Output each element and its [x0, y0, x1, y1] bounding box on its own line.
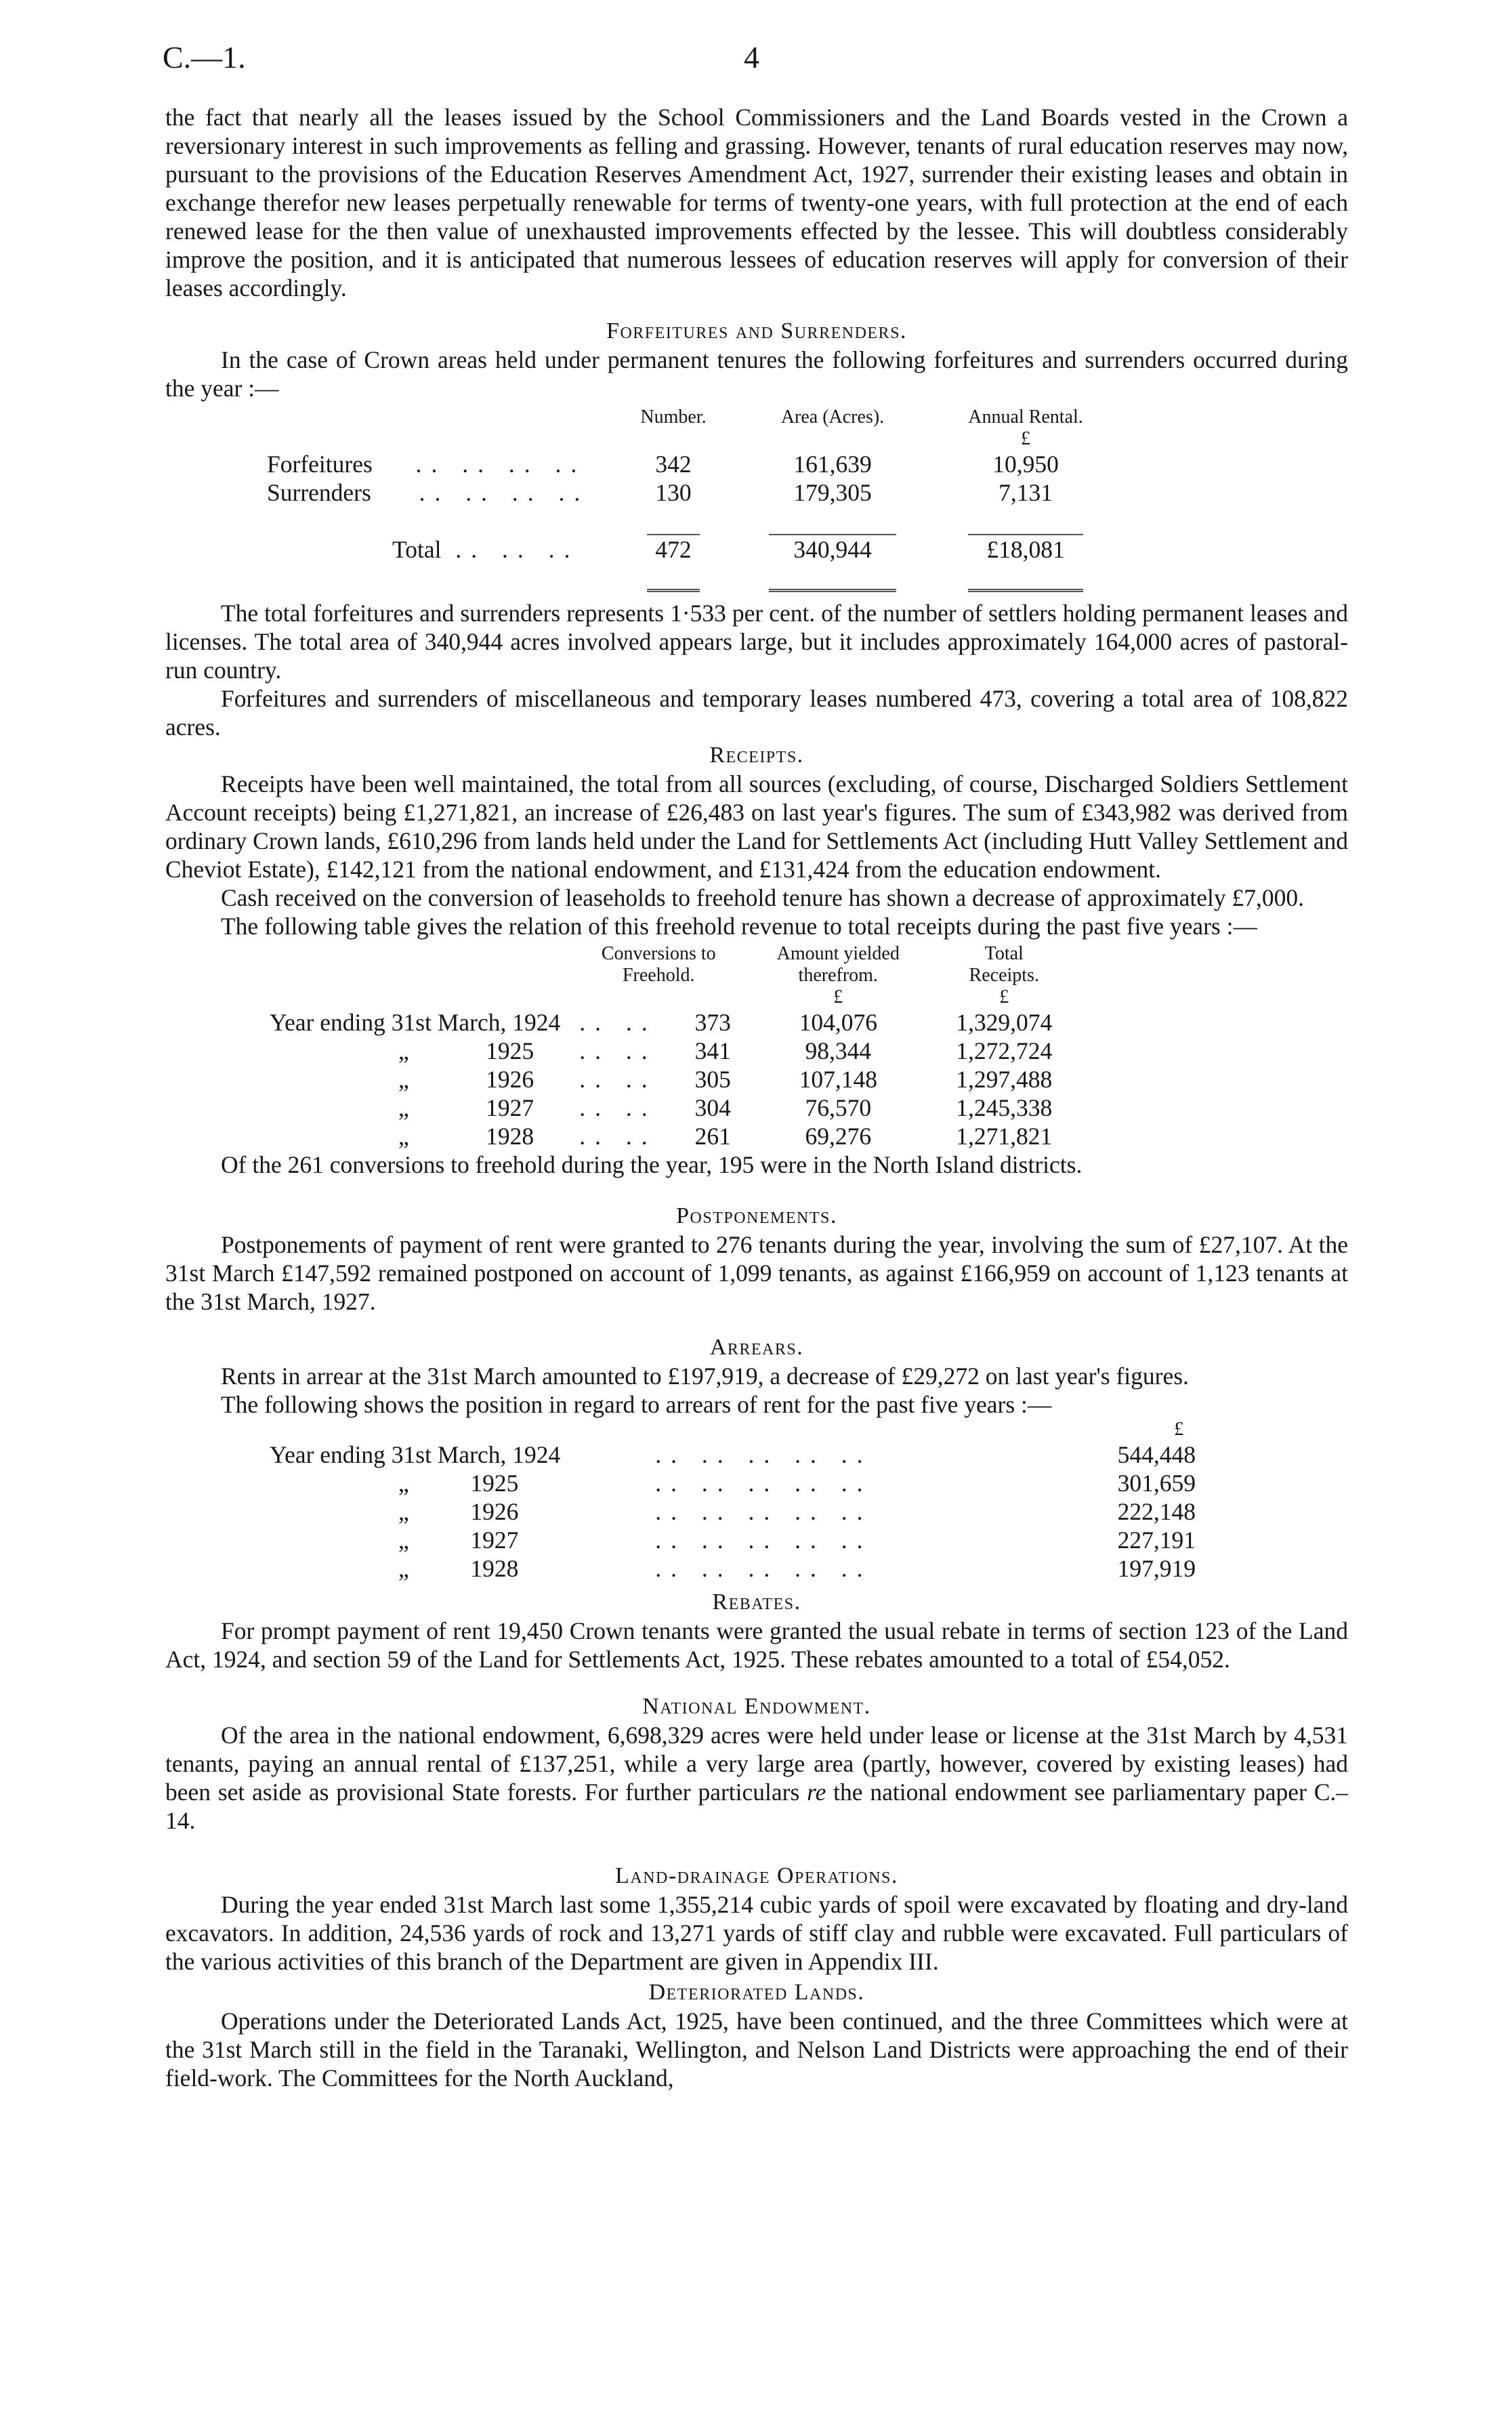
- row-total: 1,271,821: [956, 1123, 1053, 1150]
- forfeitures-percentage: The total forfeitures and surrenders represents 1·533 per cent. of the number of settlers holding permanent leases and licenses. The total area of 340,944 acres involved appears large, but it includes approximately 164,000 acres of pastoral-run country.: [165, 600, 1348, 684]
- table-row: „ 1928 .. .. 261 69,276 1,271,821: [165, 1122, 1089, 1150]
- ditto-mark: „: [398, 1123, 409, 1150]
- forfeitures-intro: In the case of Crown areas held under permanent tenures the following forfeitures and surrenders occurred during the year :—: [165, 346, 1348, 402]
- row-label: 1927: [486, 1094, 534, 1121]
- row-conversions: 305: [694, 1066, 731, 1093]
- row-label: Year ending 31st March, 1924: [270, 1441, 561, 1468]
- row-amount: 98,344: [805, 1037, 872, 1064]
- row-label: Year ending 31st March, 1924: [270, 1009, 561, 1036]
- col-amount-header: Amount yielded therefrom.: [776, 943, 900, 986]
- row-value: 301,659: [1117, 1470, 1196, 1497]
- forfeitures-misc: Forfeitures and surrenders of miscellaneous and temporary leases numbered 473, covering a total area of 108,822 acres.: [165, 685, 1348, 741]
- rental-currency: £: [1021, 428, 1030, 449]
- table-row: „ 1927 .. .. 304 76,570 1,245,338: [165, 1094, 1089, 1122]
- arrears-summary: Rents in arrear at the 31st March amounted to £197,919, a decrease of £29,272 on last year's figures.: [221, 1363, 1189, 1390]
- row-amount: 104,076: [799, 1009, 877, 1036]
- national-text-re: re: [807, 1779, 826, 1806]
- ditto-mark: „: [398, 1555, 409, 1582]
- col-conversions-header: Conversions to Freehold.: [601, 943, 716, 986]
- heading-receipts: Receipts.: [709, 743, 804, 768]
- table-row: „ 1926 .. .. .. .. .. 222,148: [165, 1497, 1231, 1526]
- national-text-b: the national endowment see parliamentary paper C.–14.: [165, 1779, 1348, 1834]
- postponements-paragraph: Postponements of payment of rent were granted to 276 tenants during the year, involving the sum of £27,107. At the 31st March £147,592 remained postponed on account of 1,099 tenants, as against £166,959 on account of 1,123 tenants at the 31st March, 1927.: [165, 1231, 1348, 1315]
- row-total: 1,329,074: [956, 1009, 1053, 1036]
- amount-currency: £: [833, 986, 843, 1007]
- ditto-mark: „: [398, 1094, 409, 1121]
- row-label: 1928: [486, 1123, 534, 1150]
- row-total: 1,272,724: [956, 1037, 1053, 1064]
- ditto-mark: „: [398, 1498, 409, 1525]
- table-row: Surrenders .. .. .. .. 130 179,305 7,131: [165, 478, 1110, 507]
- row-rental: 10,950: [992, 451, 1059, 478]
- row-value: 227,191: [1117, 1526, 1196, 1554]
- table-row: „ 1925 .. .. .. .. .. 301,659: [165, 1469, 1231, 1497]
- conversions-north-island: Of the 261 conversions to freehold during the year, 195 were in the North Island districts.: [221, 1151, 1083, 1178]
- land-drainage-paragraph: During the year ended 31st March last some 1,355,214 cubic yards of spoil were excavated by floating and dry-land excavators. In addition, 24,536 yards of rock and 13,271 yards of stiff clay and rubble were excavated. Full particulars of the various activities of this branch of the Department are given in Appendix III.: [165, 1891, 1348, 1975]
- row-label: 1925: [486, 1037, 534, 1064]
- receipts-conversion-cash: Cash received on the conversion of leaseholds to freehold tenure has shown a decrease of approximately £7,000.: [221, 884, 1304, 911]
- conversions-table-header: [165, 943, 1089, 986]
- ditto-mark: „: [398, 1037, 409, 1064]
- row-label: 1926: [486, 1066, 534, 1093]
- page-body: [165, 103, 1348, 2092]
- row-area: 161,639: [793, 451, 872, 478]
- row-label: Forfeitures: [267, 451, 373, 478]
- deteriorated-lands-paragraph: Operations under the Deteriorated Lands Act, 1925, have been continued, and the three Committees which were at the 31st March still in the field in the Taranaki, Wellington, and Nelson Land Districts were approaching the end of their field-work. The Committees for the North Auckland,: [165, 2008, 1348, 2092]
- row-label: Surrenders: [267, 479, 371, 506]
- row-rental: 7,131: [999, 479, 1053, 506]
- heading-national-endowment: National Endowment.: [642, 1694, 871, 1719]
- table-row: „ 1928 .. .. .. .. .. 197,919: [165, 1554, 1231, 1583]
- conversions-table: [165, 943, 1089, 1150]
- total-area: 340,944: [793, 536, 872, 563]
- heading-deteriorated-lands: Deteriorated Lands.: [648, 1980, 865, 2005]
- table-row: „ 1925 .. .. 341 98,344 1,272,724: [165, 1037, 1089, 1065]
- row-amount: 107,148: [799, 1066, 877, 1093]
- ditto-mark: „: [398, 1066, 409, 1093]
- row-label: 1925: [470, 1470, 519, 1497]
- col-rental-header: Annual Rental.: [968, 407, 1083, 428]
- table-row: Forfeitures .. .. .. .. 342 161,639 10,950: [165, 450, 1110, 478]
- intro-paragraph: the fact that nearly all the leases issued by the School Commissioners and the Land Boards vested in the Crown a reversionary interest in such improvements as felling and grassing. However, tenants of rural education reserves may now, pursuant to the provisions of the Education Reserves Amendment Act, 1927, surrender their existing leases and obtain in exchange therefor new leases perpetually renewable for terms of twenty-one years, with full protection at the end of each renewed lease for the then value of unexhausted improvements effected by the lessee. This will doubtless considerably improve the position, and it is anticipated that numerous lessees of education reserves will apply for conversion of their leases accordingly.: [165, 104, 1348, 301]
- rebates-paragraph: For prompt payment of rent 19,450 Crown tenants were granted the usual rebate in terms of section 123 of the Land Act, 1924, and section 59 of the Land for Settlements Act, 1925. These rebates amounted to a total of £54,052.: [165, 1617, 1348, 1673]
- national-text-a: Of the area in the national endowment, 6,698,329 acres were held under lease or license at the 31st March by 4,531 tenants, paying an annual rental of £137,251, while a very large area (partly, however, covered by existing leases) had been set aside as provisional State forests. For further particulars: [165, 1722, 1348, 1806]
- row-conversions: 373: [694, 1009, 731, 1036]
- row-number: 342: [655, 451, 692, 478]
- row-area: 179,305: [793, 479, 872, 506]
- paper-reference: C.—1.: [163, 40, 246, 75]
- arrears-table: [165, 1419, 1231, 1583]
- table-row: „ 1927 .. .. .. .. .. 227,191: [165, 1526, 1231, 1554]
- ditto-mark: „: [398, 1526, 409, 1554]
- row-value: 197,919: [1117, 1555, 1196, 1582]
- national-endowment-paragraph: [165, 1721, 1348, 1835]
- row-total: 1,297,488: [956, 1066, 1053, 1093]
- row-value: 544,448: [1117, 1441, 1196, 1468]
- col-number-header: Number.: [640, 407, 707, 428]
- heading-arrears: Arrears.: [709, 1335, 804, 1360]
- table-row: „ 1926 .. .. 305 107,148 1,297,488: [165, 1065, 1089, 1094]
- heading-land-drainage: Land-drainage Operations.: [615, 1863, 898, 1888]
- forfeitures-table: [165, 407, 1110, 592]
- row-label: 1927: [470, 1526, 519, 1554]
- receipts-summary: Receipts have been well maintained, the total from all sources (excluding, of course, Discharged Soldiers Settlement Account receipts) being £1,271,821, an increase of £26,483 on last year's figures. The sum of £343,982 was derived from ordinary Crown lands, £610,296 from lands held under the Land for Settlements Act (including Hutt Valley Settlement and Cheviot Estate), £142,121 from the national endowment, and £131,424 from the education endowment.: [165, 770, 1348, 883]
- page-number: 4: [744, 40, 759, 75]
- col-total-header: Total Receipts.: [969, 943, 1039, 986]
- row-value: 222,148: [1117, 1498, 1196, 1525]
- row-label: 1926: [470, 1498, 519, 1525]
- total-rental: £18,081: [986, 536, 1065, 563]
- row-number: 130: [655, 479, 692, 506]
- row-amount: 76,570: [805, 1094, 872, 1121]
- arrears-table-intro: The following shows the position in regard to arrears of rent for the past five years :—: [221, 1391, 1052, 1418]
- heading-forfeitures: Forfeitures and Surrenders.: [606, 318, 907, 344]
- row-conversions: 304: [694, 1094, 731, 1121]
- table-row: Year ending 31st March, 1924 .. .. 373 104,076 1,329,074: [165, 1008, 1089, 1037]
- heading-postponements: Postponements.: [676, 1203, 837, 1228]
- receipts-table-intro: The following table gives the relation of this freehold revenue to total receipts during the past five years :—: [221, 913, 1257, 940]
- row-amount: 69,276: [805, 1123, 872, 1150]
- heading-rebates: Rebates.: [712, 1589, 801, 1615]
- row-conversions: 341: [694, 1037, 731, 1064]
- total-label: Total: [392, 536, 442, 563]
- ditto-mark: „: [398, 1470, 409, 1497]
- forfeitures-table-header: [165, 407, 1110, 428]
- total-number: 472: [655, 536, 692, 563]
- table-row: Year ending 31st March, 1924 .. .. .. .. .. 544,448: [165, 1440, 1231, 1469]
- row-total: 1,245,338: [956, 1094, 1053, 1121]
- row-conversions: 261: [694, 1123, 731, 1150]
- row-label: 1928: [470, 1555, 519, 1582]
- col-area-header: Area (Acres).: [780, 407, 885, 428]
- total-row: Total .. .. .. 472 340,944 £18,081: [165, 535, 1110, 564]
- total-currency: £: [999, 986, 1009, 1007]
- arrears-currency: £: [1174, 1419, 1184, 1440]
